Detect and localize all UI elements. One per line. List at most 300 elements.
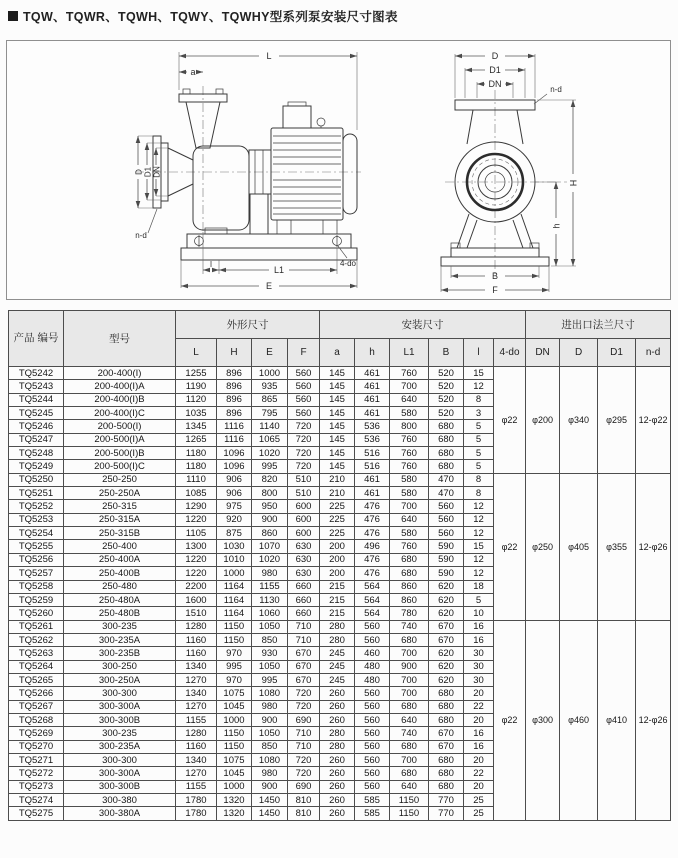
dimension-cell: 660 bbox=[288, 607, 320, 620]
dimension-cell: 1010 bbox=[217, 553, 252, 566]
dimension-cell: 30 bbox=[464, 660, 494, 673]
dimension-cell: 16 bbox=[464, 740, 494, 753]
dimension-cell: 865 bbox=[252, 393, 288, 406]
dimension-cell: 1070 bbox=[252, 540, 288, 553]
dimension-cell: 560 bbox=[355, 740, 390, 753]
dim-label-D1-front: D1 bbox=[489, 65, 501, 75]
group-header-install: 安装尺寸 bbox=[320, 311, 526, 339]
dimension-cell: 810 bbox=[288, 794, 320, 807]
dimension-cell: 12 bbox=[464, 513, 494, 526]
dimension-cell: 1065 bbox=[252, 433, 288, 446]
product-id-cell: TQ5243 bbox=[9, 380, 64, 393]
dimension-cell: 1150 bbox=[217, 620, 252, 633]
dimension-cell: 680 bbox=[429, 753, 464, 766]
dimension-cell: 260 bbox=[320, 794, 355, 807]
dimension-cell: 1280 bbox=[176, 727, 217, 740]
dimension-cell: 520 bbox=[429, 380, 464, 393]
dimension-cell: 700 bbox=[390, 380, 429, 393]
dim-label-l: l bbox=[210, 260, 212, 269]
dimension-cell: 680 bbox=[429, 767, 464, 780]
dimension-cell: 1035 bbox=[176, 407, 217, 420]
dimension-cell: 25 bbox=[464, 807, 494, 820]
dimension-cell: 620 bbox=[429, 673, 464, 686]
dimension-cell: 896 bbox=[217, 367, 252, 380]
dimension-cell: 875 bbox=[217, 527, 252, 540]
dimension-cell: 145 bbox=[320, 433, 355, 446]
dimension-cell: 260 bbox=[320, 700, 355, 713]
dimension-cell: 12 bbox=[464, 380, 494, 393]
flange-dim-cell: φ250 bbox=[526, 473, 560, 620]
dimension-cell: 720 bbox=[288, 420, 320, 433]
dimension-cell: 1085 bbox=[176, 487, 217, 500]
dimension-cell: 1020 bbox=[252, 447, 288, 460]
dimension-cell: 1045 bbox=[217, 700, 252, 713]
dimension-cell: 700 bbox=[390, 647, 429, 660]
dimension-cell: 200 bbox=[320, 540, 355, 553]
dimension-cell: 980 bbox=[252, 700, 288, 713]
col-header-nd: n-d bbox=[636, 339, 671, 367]
dimension-cell: 1116 bbox=[217, 420, 252, 433]
dimension-cell: 1340 bbox=[176, 753, 217, 766]
product-id-cell: TQ5268 bbox=[9, 713, 64, 726]
dimension-cell: 560 bbox=[288, 367, 320, 380]
dimension-cell: 520 bbox=[429, 407, 464, 420]
dimension-cell: 520 bbox=[429, 393, 464, 406]
dimension-cell: 680 bbox=[429, 460, 464, 473]
dimension-cell: 1120 bbox=[176, 393, 217, 406]
model-cell: 200-500(I) bbox=[64, 420, 176, 433]
dimension-cell: 10 bbox=[464, 607, 494, 620]
flange-dim-cell: φ22 bbox=[494, 620, 526, 820]
col-header-product: 产品 编号 bbox=[9, 311, 64, 367]
product-id-cell: TQ5247 bbox=[9, 433, 64, 446]
dimension-cell: 995 bbox=[217, 660, 252, 673]
pump-front-view bbox=[441, 51, 579, 295]
dimension-cell: 690 bbox=[288, 780, 320, 793]
dimension-cell: 590 bbox=[429, 553, 464, 566]
dimension-cell: 215 bbox=[320, 580, 355, 593]
dimension-cell: 620 bbox=[429, 647, 464, 660]
dimension-cell: 560 bbox=[355, 780, 390, 793]
col-header-D: D bbox=[560, 339, 598, 367]
dimension-cell: 800 bbox=[390, 420, 429, 433]
dim-label-a: a bbox=[190, 67, 196, 77]
product-id-cell: TQ5246 bbox=[9, 420, 64, 433]
model-cell: 200-500(I)C bbox=[64, 460, 176, 473]
dimension-cell: 620 bbox=[429, 607, 464, 620]
model-cell: 200-400(I) bbox=[64, 367, 176, 380]
dimension-cell: 1105 bbox=[176, 527, 217, 540]
dimension-cell: 1160 bbox=[176, 647, 217, 660]
dim-label-L: L bbox=[266, 51, 272, 61]
dimension-cell: 1116 bbox=[217, 433, 252, 446]
dimension-cell: 560 bbox=[355, 620, 390, 633]
model-cell: 300-250A bbox=[64, 673, 176, 686]
dimension-cell: 510 bbox=[288, 473, 320, 486]
dimension-cell: 660 bbox=[288, 580, 320, 593]
dimension-cell: 660 bbox=[288, 593, 320, 606]
dimension-cell: 995 bbox=[252, 673, 288, 686]
dimension-cell: 5 bbox=[464, 420, 494, 433]
dimension-cell: 20 bbox=[464, 780, 494, 793]
dimension-cell: 560 bbox=[355, 753, 390, 766]
dimension-cell: 670 bbox=[288, 673, 320, 686]
product-id-cell: TQ5266 bbox=[9, 687, 64, 700]
dimension-cell: 20 bbox=[464, 713, 494, 726]
dimension-cell: 2200 bbox=[176, 580, 217, 593]
dimension-cell: 1220 bbox=[176, 553, 217, 566]
dimension-cell: 1140 bbox=[252, 420, 288, 433]
product-id-cell: TQ5249 bbox=[9, 460, 64, 473]
dimension-cell: 280 bbox=[320, 633, 355, 646]
dimension-cell: 630 bbox=[288, 553, 320, 566]
dimension-cell: 850 bbox=[252, 633, 288, 646]
page-title-text: TQW、TQWR、TQWH、TQWY、TQWHY型系列泵安装尺寸图表 bbox=[23, 10, 398, 24]
dimension-cell: 860 bbox=[390, 580, 429, 593]
dimension-cell: 680 bbox=[429, 687, 464, 700]
group-header-flange: 进出口法兰尺寸 bbox=[526, 311, 671, 339]
dimension-cell: 215 bbox=[320, 593, 355, 606]
dimension-cell: 560 bbox=[288, 407, 320, 420]
dimension-cell: 680 bbox=[390, 633, 429, 646]
product-id-cell: TQ5258 bbox=[9, 580, 64, 593]
dimension-cell: 560 bbox=[355, 713, 390, 726]
model-cell: 300-300 bbox=[64, 753, 176, 766]
dimension-cell: 12 bbox=[464, 527, 494, 540]
dimension-cell: 900 bbox=[390, 660, 429, 673]
product-id-cell: TQ5260 bbox=[9, 607, 64, 620]
model-cell: 250-315A bbox=[64, 513, 176, 526]
flange-dim-cell: 12-φ22 bbox=[636, 367, 671, 474]
dimension-cell: 680 bbox=[429, 700, 464, 713]
product-id-cell: TQ5271 bbox=[9, 753, 64, 766]
model-cell: 250-400A bbox=[64, 553, 176, 566]
dimension-cell: 700 bbox=[390, 753, 429, 766]
dimension-cell: 260 bbox=[320, 767, 355, 780]
dimension-cell: 1080 bbox=[252, 687, 288, 700]
col-header-L: L bbox=[176, 339, 217, 367]
dimension-cell: 145 bbox=[320, 420, 355, 433]
dimension-cell: 20 bbox=[464, 687, 494, 700]
dimension-cell: 580 bbox=[390, 473, 429, 486]
dimension-cell: 536 bbox=[355, 420, 390, 433]
model-cell: 300-380 bbox=[64, 794, 176, 807]
dimension-cell: 670 bbox=[429, 620, 464, 633]
dimension-cell: 200 bbox=[320, 567, 355, 580]
model-cell: 200-500(I)A bbox=[64, 433, 176, 446]
dimension-cell: 476 bbox=[355, 527, 390, 540]
dimension-cell: 1050 bbox=[252, 727, 288, 740]
dimension-cell: 461 bbox=[355, 407, 390, 420]
dimension-cell: 950 bbox=[252, 500, 288, 513]
dim-label-DN-front: DN bbox=[488, 79, 502, 89]
product-id-cell: TQ5250 bbox=[9, 473, 64, 486]
dimension-cell: 1220 bbox=[176, 567, 217, 580]
dimension-cell: 760 bbox=[390, 447, 429, 460]
dimension-cell: 516 bbox=[355, 460, 390, 473]
dimension-cell: 1600 bbox=[176, 593, 217, 606]
dimension-cell: 5 bbox=[464, 593, 494, 606]
col-header-a: a bbox=[320, 339, 355, 367]
dim-label-L1: L1 bbox=[273, 265, 285, 275]
dim-label-h: h bbox=[551, 223, 562, 229]
dimension-cell: 810 bbox=[288, 807, 320, 820]
dimension-cell: 145 bbox=[320, 367, 355, 380]
dimension-cell: 225 bbox=[320, 500, 355, 513]
model-cell: 250-400B bbox=[64, 567, 176, 580]
dimension-cell: 760 bbox=[390, 540, 429, 553]
dimension-cell: 1160 bbox=[176, 633, 217, 646]
product-id-cell: TQ5244 bbox=[9, 393, 64, 406]
model-cell: 300-235 bbox=[64, 727, 176, 740]
dimension-cell: 1075 bbox=[217, 753, 252, 766]
dimension-cell: 210 bbox=[320, 473, 355, 486]
model-cell: 300-250 bbox=[64, 660, 176, 673]
dimension-cell: 906 bbox=[217, 487, 252, 500]
dimension-cell: 700 bbox=[390, 687, 429, 700]
dimension-cell: 30 bbox=[464, 673, 494, 686]
table-row bbox=[9, 620, 671, 633]
dimension-cell: 1060 bbox=[252, 607, 288, 620]
dimension-cell: 260 bbox=[320, 780, 355, 793]
col-header-D1: D1 bbox=[598, 339, 636, 367]
dimension-cell: 145 bbox=[320, 407, 355, 420]
dimension-cell: 1110 bbox=[176, 473, 217, 486]
model-cell: 250-315 bbox=[64, 500, 176, 513]
dimension-cell: 1130 bbox=[252, 593, 288, 606]
dimension-cell: 260 bbox=[320, 753, 355, 766]
dimension-cell: 260 bbox=[320, 807, 355, 820]
dimension-cell: 1265 bbox=[176, 433, 217, 446]
dimension-cell: 260 bbox=[320, 713, 355, 726]
dimension-cell: 680 bbox=[390, 567, 429, 580]
dimension-cell: 12 bbox=[464, 567, 494, 580]
model-cell: 300-235 bbox=[64, 620, 176, 633]
dimension-cell: 710 bbox=[288, 740, 320, 753]
dimension-cell: 560 bbox=[288, 380, 320, 393]
dimension-cell: 680 bbox=[390, 767, 429, 780]
dimension-cell: 476 bbox=[355, 567, 390, 580]
dimension-cell: 1150 bbox=[217, 740, 252, 753]
table-body bbox=[9, 367, 671, 821]
dimension-cell: 260 bbox=[320, 687, 355, 700]
model-cell: 300-235A bbox=[64, 633, 176, 646]
dimension-cell: 740 bbox=[390, 727, 429, 740]
dimension-cell: 1155 bbox=[176, 780, 217, 793]
dimension-cell: 560 bbox=[288, 393, 320, 406]
model-cell: 250-480B bbox=[64, 607, 176, 620]
dimension-cell: 8 bbox=[464, 487, 494, 500]
dimension-cell: 906 bbox=[217, 473, 252, 486]
dimension-cell: 3 bbox=[464, 407, 494, 420]
flange-dim-cell: 12-φ26 bbox=[636, 620, 671, 820]
dimension-cell: 1780 bbox=[176, 807, 217, 820]
dimension-cell: 690 bbox=[288, 713, 320, 726]
dimension-cell: 680 bbox=[390, 700, 429, 713]
dimension-cell: 1270 bbox=[176, 673, 217, 686]
dimension-cell: 1290 bbox=[176, 500, 217, 513]
flange-dim-cell: 12-φ26 bbox=[636, 473, 671, 620]
group-header-outline: 外形尺寸 bbox=[176, 311, 320, 339]
dimension-cell: 1160 bbox=[176, 740, 217, 753]
product-id-cell: TQ5242 bbox=[9, 367, 64, 380]
dimension-cell: 564 bbox=[355, 607, 390, 620]
dim-label-F: F bbox=[492, 285, 498, 295]
dimension-cell: 1190 bbox=[176, 380, 217, 393]
col-header-h: h bbox=[355, 339, 390, 367]
dimension-cell: 670 bbox=[288, 647, 320, 660]
dimension-cell: 720 bbox=[288, 447, 320, 460]
dimension-cell: 470 bbox=[429, 473, 464, 486]
dimension-cell: 1155 bbox=[176, 713, 217, 726]
dimension-cell: 280 bbox=[320, 740, 355, 753]
dimension-cell: 1280 bbox=[176, 620, 217, 633]
dimension-cell: 640 bbox=[390, 513, 429, 526]
dimension-cell: 476 bbox=[355, 500, 390, 513]
model-cell: 300-300A bbox=[64, 700, 176, 713]
section-marker-icon bbox=[8, 11, 18, 21]
model-cell: 300-235B bbox=[64, 647, 176, 660]
dimension-cell: 1050 bbox=[252, 620, 288, 633]
dimension-cell: 1164 bbox=[217, 607, 252, 620]
dimension-cell: 900 bbox=[252, 513, 288, 526]
dim-label-4do: 4-do bbox=[339, 259, 357, 268]
dimension-cell: 564 bbox=[355, 593, 390, 606]
dimension-cell: 680 bbox=[390, 553, 429, 566]
dimension-cell: 680 bbox=[429, 780, 464, 793]
dimension-cell: 640 bbox=[390, 393, 429, 406]
dimension-cell: 461 bbox=[355, 487, 390, 500]
dimension-cell: 15 bbox=[464, 540, 494, 553]
dimension-cell: 564 bbox=[355, 580, 390, 593]
dimension-cell: 600 bbox=[288, 527, 320, 540]
flange-dim-cell: φ460 bbox=[560, 620, 598, 820]
dimension-cell: 680 bbox=[429, 433, 464, 446]
dimension-cell: 585 bbox=[355, 794, 390, 807]
product-id-cell: TQ5267 bbox=[9, 700, 64, 713]
dimension-cell: 22 bbox=[464, 767, 494, 780]
dimension-cell: 680 bbox=[390, 740, 429, 753]
flange-dim-cell: φ300 bbox=[526, 620, 560, 820]
col-header-l: l bbox=[464, 339, 494, 367]
dimension-cell: 280 bbox=[320, 620, 355, 633]
dimension-cell: 1780 bbox=[176, 794, 217, 807]
product-id-cell: TQ5254 bbox=[9, 527, 64, 540]
table-row bbox=[9, 473, 671, 486]
dimension-cell: 30 bbox=[464, 647, 494, 660]
dimension-cell: 1150 bbox=[217, 727, 252, 740]
dimension-cell: 720 bbox=[288, 767, 320, 780]
dimension-cell: 980 bbox=[252, 567, 288, 580]
flange-dim-cell: φ295 bbox=[598, 367, 636, 474]
dimension-cell: 145 bbox=[320, 393, 355, 406]
dimension-cell: 1020 bbox=[252, 553, 288, 566]
dimension-cell: 15 bbox=[464, 367, 494, 380]
dimension-cell: 25 bbox=[464, 794, 494, 807]
dimension-cell: 896 bbox=[217, 380, 252, 393]
dimension-cell: 5 bbox=[464, 460, 494, 473]
dimension-cell: 1096 bbox=[217, 460, 252, 473]
dimension-cell: 12 bbox=[464, 500, 494, 513]
dimension-cell: 520 bbox=[429, 367, 464, 380]
model-cell: 250-400 bbox=[64, 540, 176, 553]
model-cell: 300-300A bbox=[64, 767, 176, 780]
dimension-cell: 1164 bbox=[217, 593, 252, 606]
dimension-cell: 245 bbox=[320, 647, 355, 660]
dimension-cell: 850 bbox=[252, 740, 288, 753]
col-header-F: F bbox=[288, 339, 320, 367]
dimension-cell: 1180 bbox=[176, 447, 217, 460]
dimension-cell: 1320 bbox=[217, 794, 252, 807]
col-header-L1: L1 bbox=[390, 339, 429, 367]
dimension-cell: 1045 bbox=[217, 767, 252, 780]
dimension-cell: 720 bbox=[288, 433, 320, 446]
dimension-cell: 480 bbox=[355, 673, 390, 686]
dimension-cell: 1320 bbox=[217, 807, 252, 820]
dimension-cell: 16 bbox=[464, 727, 494, 740]
model-cell: 250-480 bbox=[64, 580, 176, 593]
dimension-cell: 1300 bbox=[176, 540, 217, 553]
dimension-cell: 16 bbox=[464, 620, 494, 633]
dim-label-DN-side: DN bbox=[152, 166, 162, 178]
dimension-cell: 760 bbox=[390, 460, 429, 473]
dimension-cell: 720 bbox=[288, 460, 320, 473]
dimension-cell: 1180 bbox=[176, 460, 217, 473]
dimension-cell: 516 bbox=[355, 447, 390, 460]
model-cell: 250-480A bbox=[64, 593, 176, 606]
dimension-cell: 560 bbox=[355, 727, 390, 740]
dimension-cell: 1150 bbox=[390, 794, 429, 807]
dimension-cell: 780 bbox=[390, 607, 429, 620]
dimension-cell: 5 bbox=[464, 433, 494, 446]
dimension-cell: 200 bbox=[320, 553, 355, 566]
dimension-cell: 935 bbox=[252, 380, 288, 393]
dimension-cell: 245 bbox=[320, 673, 355, 686]
dimension-cell: 8 bbox=[464, 393, 494, 406]
dimension-cell: 560 bbox=[355, 700, 390, 713]
dimension-cell: 225 bbox=[320, 513, 355, 526]
dimension-cell: 22 bbox=[464, 700, 494, 713]
dimension-cell: 900 bbox=[252, 780, 288, 793]
flange-dim-cell: φ405 bbox=[560, 473, 598, 620]
dimension-cell: 1270 bbox=[176, 700, 217, 713]
dimension-cell: 896 bbox=[217, 393, 252, 406]
dimension-cell: 585 bbox=[355, 807, 390, 820]
dimension-cell: 1075 bbox=[217, 687, 252, 700]
dimension-cell: 560 bbox=[429, 513, 464, 526]
dim-label-nd-front: n-d bbox=[550, 85, 562, 94]
product-id-cell: TQ5273 bbox=[9, 780, 64, 793]
dimension-cell: 770 bbox=[429, 794, 464, 807]
dimension-cell: 536 bbox=[355, 433, 390, 446]
dimension-cell: 930 bbox=[252, 647, 288, 660]
dim-label-E: E bbox=[265, 281, 273, 291]
product-id-cell: TQ5261 bbox=[9, 620, 64, 633]
dimension-cell: 620 bbox=[429, 593, 464, 606]
dimension-cell: 1340 bbox=[176, 660, 217, 673]
dimension-cell: 280 bbox=[320, 727, 355, 740]
dimension-cell: 860 bbox=[390, 593, 429, 606]
dimension-cell: 620 bbox=[429, 580, 464, 593]
model-cell: 200-500(I)B bbox=[64, 447, 176, 460]
product-id-cell: TQ5256 bbox=[9, 553, 64, 566]
dimension-cell: 20 bbox=[464, 753, 494, 766]
dimension-cell: 860 bbox=[252, 527, 288, 540]
col-header-model: 型号 bbox=[64, 311, 176, 367]
product-id-cell: TQ5251 bbox=[9, 487, 64, 500]
dimension-cell: 770 bbox=[429, 807, 464, 820]
dimension-cell: 1450 bbox=[252, 807, 288, 820]
